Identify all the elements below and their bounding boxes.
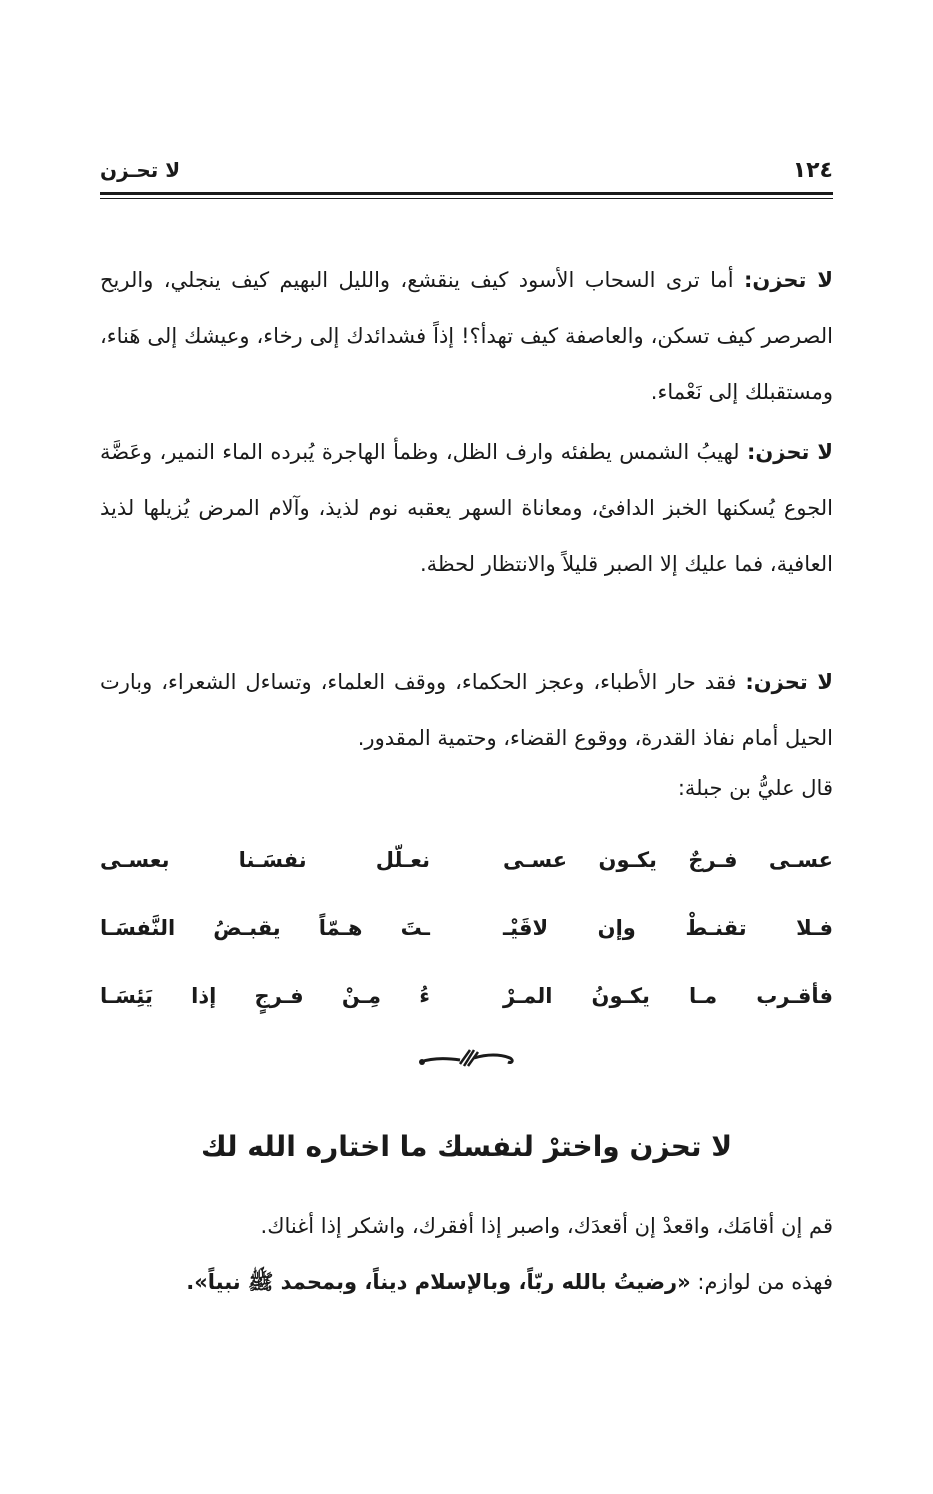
verse-line	[100, 894, 833, 962]
verse-second-hemistich: ءُ مِـنْ فـرجٍ إذا يَئِسَـا	[100, 984, 430, 1008]
header-rule-thick	[100, 192, 833, 195]
page-header	[100, 150, 833, 190]
page-number: ١٢٤	[792, 157, 833, 183]
paragraph-text: فقد حار الأطباء، وعجز الحكماء، ووقف العلماء، وتساءل الشعراء، وبارت الحيل أمام نفاذ القدرة، ووقوع القضاء، وحتمية المقدور.	[100, 670, 833, 750]
paragraph-lead: لا تحزن:	[743, 268, 833, 292]
paragraph-text: لهيبُ الشمس يطفئه وارف الظل، وظمأ الهاجرة يُبرده الماء النمير، وعَضَّة الجوع يُسكنها الخبز الدافئ، ومعاناة السهر يعقبه نوم لذيذ، وآلام المرض يُزيلها لذيذ العافية، فما عليك إلا الصبر قليلاً والانتظار لحظة.	[100, 440, 833, 576]
closing-paragraph	[100, 1198, 833, 1310]
running-title: لا تحـزن	[100, 158, 181, 182]
verse-first-hemistich: فأقـرب مـا يكـونُ المـرْ	[503, 984, 833, 1008]
section-divider-ornament-icon	[412, 1040, 522, 1076]
poem-intro: قال عليُّ بن جبلة:	[677, 776, 833, 800]
verse-line	[100, 826, 833, 894]
verse-second-hemistich: نعـلّل نفسَـنا بعسـى	[100, 848, 430, 872]
paragraph-lead: لا تحزن:	[745, 670, 833, 694]
verse-first-hemistich: فـلا تقنـطْ وإن لاقَيْـ	[503, 916, 833, 940]
paragraph-text: أما ترى السحاب الأسود كيف ينقشع، والليل البهيم كيف ينجلي، والريح الصرصر كيف تسكن، والعاصفة كيف تهدأ؟! إذاً فشدائدك إلى رخاء، وعيشك إلى هَناء، ومستقبلك إلى نَعْماء.	[100, 268, 833, 404]
verse-first-hemistich: عسـى فـرجٌ يكـون عسـى	[503, 848, 833, 872]
closing-line-1: قم إن أقامَك، واقعدْ إن أقعدَك، واصبر إذا أفقرك، واشكر إذا أغناك.	[260, 1214, 833, 1238]
paragraph-3	[100, 654, 833, 766]
closing-line-2	[100, 1254, 833, 1310]
poem	[100, 826, 833, 1030]
header-rule-thin	[100, 198, 833, 199]
paragraph-2	[100, 424, 833, 592]
paragraph-lead: لا تحزن:	[746, 440, 833, 464]
section-title: لا تحزن واخترْ لنفسك ما اختاره الله لك	[200, 1130, 733, 1163]
book-page	[100, 0, 833, 1494]
verse-line	[100, 962, 833, 1030]
paragraph-1	[100, 252, 833, 420]
closing-quote: «رضيتُ بالله ربّاً، وبالإسلام ديناً، وبمحمد ﷺ نبياً».	[186, 1270, 691, 1294]
verse-second-hemistich: ـتَ هـمّاً يقبـضُ النَّفسَـا	[100, 916, 430, 940]
closing-prefix: فهذه من لوازم:	[690, 1270, 833, 1294]
